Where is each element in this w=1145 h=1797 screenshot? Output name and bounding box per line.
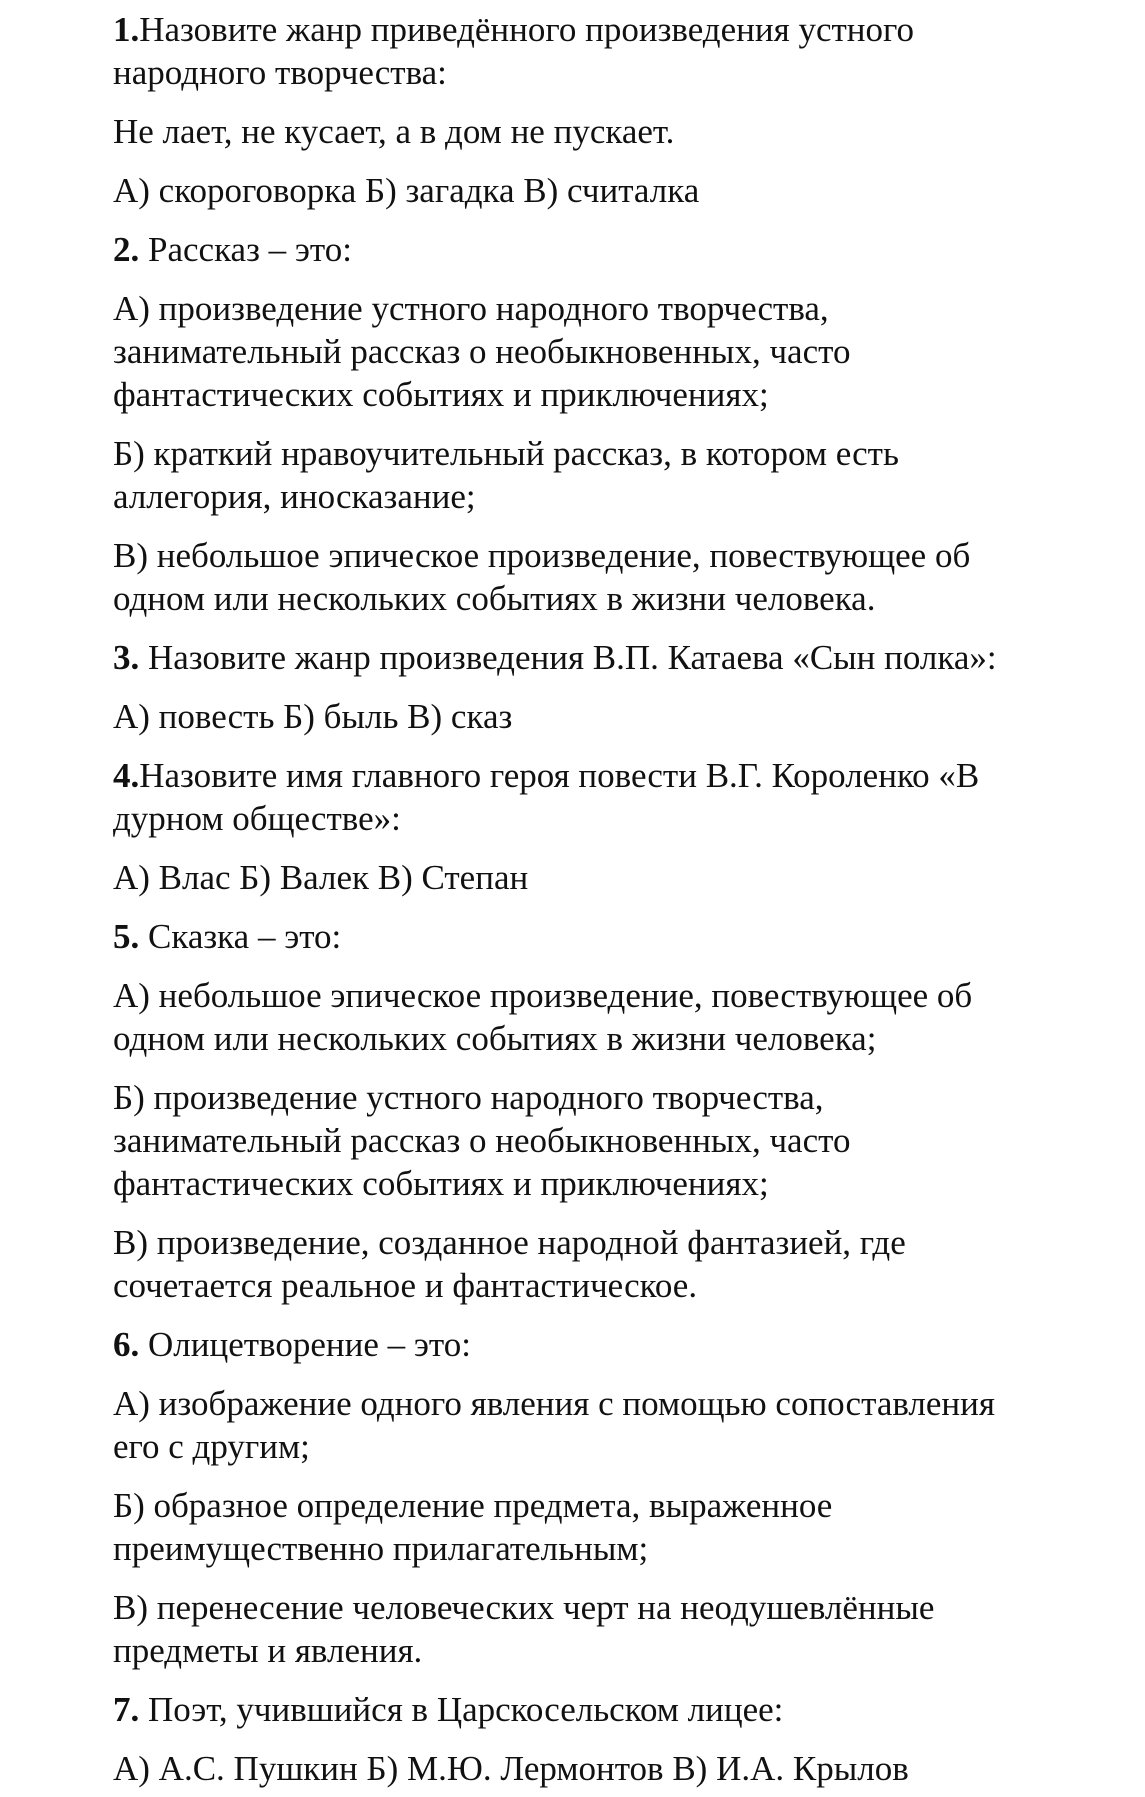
question-number: 6. [113, 1325, 140, 1364]
question-text-line: народного творчества: [113, 53, 447, 92]
option-text: Б) образное определение предмета, выраженное [113, 1486, 833, 1525]
question-6-option-a [113, 1382, 1085, 1468]
option-text: А) Влас Б) Валек В) Степан [113, 858, 529, 897]
question-text-line: Поэт, учившийся в Царскосельском лицее: [139, 1690, 784, 1729]
question-1 [113, 8, 1085, 94]
question-6-option-b [113, 1484, 1085, 1570]
option-text: В) перенесение человеческих черт на неодушевлённые [113, 1588, 935, 1627]
question-5 [113, 915, 1085, 958]
option-text: сочетается реальное и фантастическое. [113, 1266, 698, 1305]
option-text: фантастических событиях и приключениях; [113, 1164, 769, 1203]
question-text-line: Сказка – это: [139, 917, 342, 956]
question-1-options [113, 169, 1085, 212]
option-text: Б) краткий нравоучительный рассказ, в котором есть [113, 434, 899, 473]
option-text: А) произведение устного народного творчества, [113, 289, 829, 328]
question-text-line: Олицетворение – это: [139, 1325, 471, 1364]
question-number: 4. [113, 756, 140, 795]
example-text: Не лает, не кусает, а в дом не пускает. [113, 112, 675, 151]
question-4-options [113, 856, 1085, 899]
option-text: А) повесть Б) быль В) сказ [113, 697, 513, 736]
option-text: А) изображение одного явления с помощью сопоставления [113, 1384, 995, 1423]
option-text: занимательный рассказ о необыкновенных, часто [113, 332, 851, 371]
question-3 [113, 636, 1085, 679]
question-6-option-c [113, 1586, 1085, 1672]
option-text: В) небольшое эпическое произведение, повествующее об [113, 536, 971, 575]
question-1-example [113, 110, 1085, 153]
question-2-option-b [113, 432, 1085, 518]
option-text: одном или нескольких событиях в жизни человека; [113, 1019, 877, 1058]
question-3-options [113, 695, 1085, 738]
question-6 [113, 1323, 1085, 1366]
question-number: 2. [113, 230, 140, 269]
option-text: аллегория, иносказание; [113, 477, 476, 516]
option-text: А) скороговорка Б) загадка В) считалка [113, 171, 700, 210]
option-text: Б) произведение устного народного творчества, [113, 1078, 824, 1117]
question-2-option-a [113, 287, 1085, 416]
option-text: А) небольшое эпическое произведение, повествующее об [113, 976, 973, 1015]
question-number: 7. [113, 1690, 140, 1729]
option-text: его с другим; [113, 1427, 310, 1466]
question-text-line: дурном обществе»: [113, 799, 401, 838]
question-7 [113, 1688, 1085, 1731]
option-text: А) А.С. Пушкин Б) М.Ю. Лермонтов В) И.А. Крылов [113, 1749, 909, 1788]
question-5-option-a [113, 974, 1085, 1060]
question-2 [113, 228, 1085, 271]
question-5-option-c [113, 1221, 1085, 1307]
option-text: фантастических событиях и приключениях; [113, 375, 769, 414]
question-number: 1. [113, 10, 140, 49]
question-4 [113, 754, 1085, 840]
question-number: 5. [113, 917, 140, 956]
question-text-line: Назовите имя главного героя повести В.Г. Короленко «В [139, 756, 980, 795]
option-text: преимущественно прилагательным; [113, 1529, 649, 1568]
option-text: предметы и явления. [113, 1631, 423, 1670]
option-text: занимательный рассказ о необыкновенных, часто [113, 1121, 851, 1160]
question-2-option-c [113, 534, 1085, 620]
question-text-line: Назовите жанр приведённого произведения устного [139, 10, 914, 49]
option-text: В) произведение, созданное народной фантазией, где [113, 1223, 906, 1262]
question-text-line: Рассказ – это: [139, 230, 352, 269]
question-5-option-b [113, 1076, 1085, 1205]
option-text: одном или нескольких событиях в жизни человека. [113, 579, 876, 618]
question-number: 3. [113, 638, 140, 677]
question-text-line: Назовите жанр произведения В.П. Катаева «Сын полка»: [139, 638, 997, 677]
question-7-options [113, 1747, 1085, 1790]
